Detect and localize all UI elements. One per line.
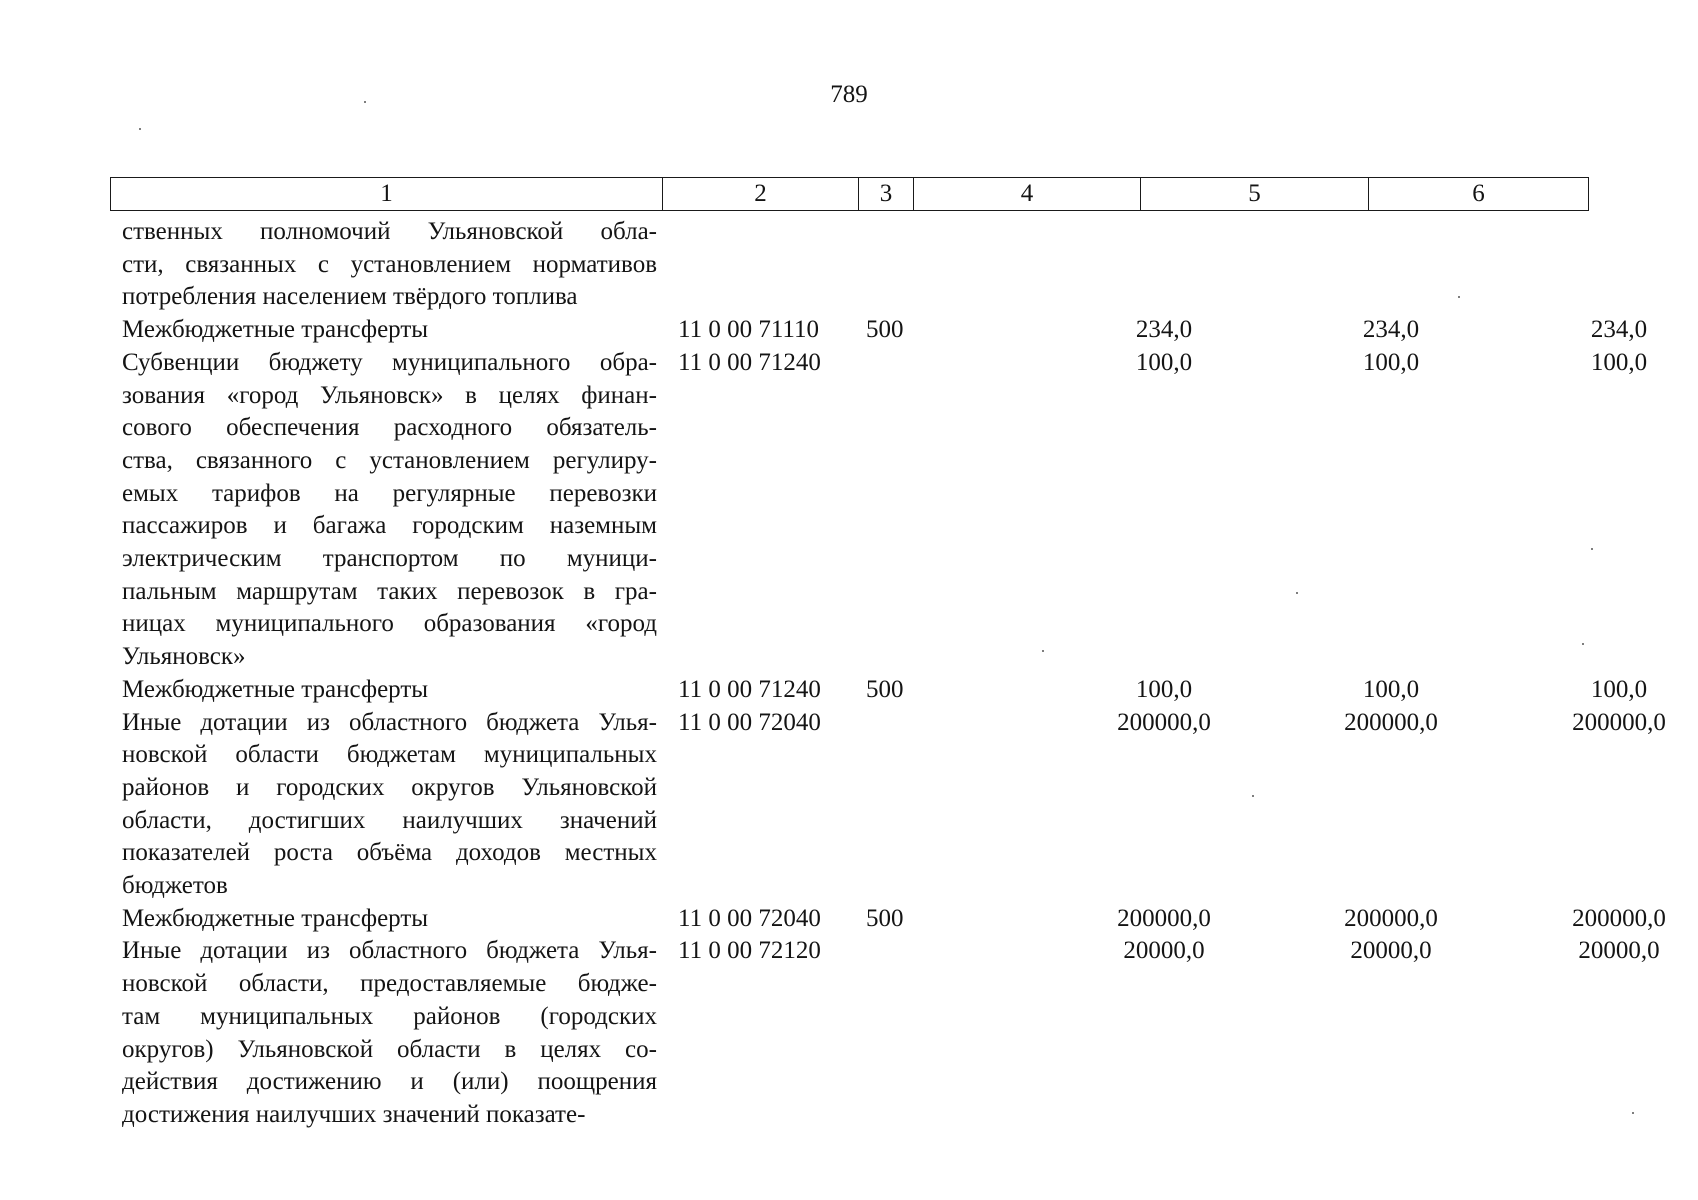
row-description-line: достижения наилучших значений показате- xyxy=(122,1100,586,1128)
amount-col-4: 200000,0 xyxy=(1117,904,1211,932)
amount-col-4: 20000,0 xyxy=(1123,937,1205,965)
amount-col-6: 200000,0 xyxy=(1572,904,1666,932)
amount-col-5: 20000,0 xyxy=(1350,937,1432,965)
amount-col-4: 200000,0 xyxy=(1117,708,1211,736)
column-header-table xyxy=(110,177,1589,211)
row-description-line: области, достигших наилучших значений xyxy=(122,806,657,834)
target-article-code: 11 0 00 72040 xyxy=(678,708,821,736)
column-header-4: 4 xyxy=(914,178,1141,211)
amount-col-5: 200000,0 xyxy=(1344,904,1438,932)
row-description-line: зования «город Ульяновск» в целях финан- xyxy=(122,381,657,409)
row-description-line: новской области бюджетам муниципальных xyxy=(122,741,657,769)
row-description-line: пальным маршрутам таких перевозок в гра- xyxy=(122,577,657,605)
row-description-line: электрическим транспортом по муници- xyxy=(122,545,657,572)
column-header-5: 5 xyxy=(1141,178,1369,211)
row-description-line: показателей роста объёма доходов местных xyxy=(122,839,657,867)
amount-col-4: 234,0 xyxy=(1135,316,1193,344)
row-description-line: Ульяновск» xyxy=(122,643,246,671)
row-description-line: бюджетов xyxy=(122,872,228,899)
row-description-line: Иные дотации из областного бюджета Улья- xyxy=(122,708,657,736)
column-header-1: 1 xyxy=(111,178,663,211)
row-description-line: сти, связанных с установлением нормативов xyxy=(122,250,657,278)
row-description-line: новской области, предоставляемые бюдже- xyxy=(122,970,657,998)
target-article-code: 11 0 00 72040 xyxy=(678,904,821,932)
row-description-line: там муниципальных районов (городских xyxy=(122,1002,657,1030)
amount-col-4: 100,0 xyxy=(1135,348,1193,376)
amount-col-5: 100,0 xyxy=(1362,348,1420,376)
scan-speck xyxy=(1042,650,1044,652)
expense-type-code: 500 xyxy=(866,316,904,344)
scan-speck xyxy=(139,128,141,130)
row-description-line: сового обеспечения расходного обязатель- xyxy=(122,414,657,442)
column-header-2: 2 xyxy=(663,178,859,211)
scan-speck xyxy=(1252,795,1254,797)
amount-col-5: 234,0 xyxy=(1362,316,1420,344)
amount-col-6: 20000,0 xyxy=(1578,937,1660,965)
expense-type-code: 500 xyxy=(866,904,904,932)
page-number: 789 xyxy=(830,81,868,108)
scan-speck xyxy=(1591,548,1593,550)
amount-col-6: 100,0 xyxy=(1590,348,1648,376)
column-header-3: 3 xyxy=(859,178,914,211)
row-description-line: округов) Ульяновской области в целях со- xyxy=(122,1035,657,1063)
expense-type-code: 500 xyxy=(866,675,904,703)
row-description-line: ницах муниципального образования «город xyxy=(122,610,657,638)
row-description-line: ства, связанного с установлением регулиру- xyxy=(122,446,657,474)
row-description-line: действия достижению и (или) поощрения xyxy=(122,1068,657,1096)
amount-col-5: 200000,0 xyxy=(1344,708,1438,736)
column-header-6: 6 xyxy=(1369,178,1589,211)
target-article-code: 11 0 00 72120 xyxy=(678,937,821,965)
amount-col-4: 100,0 xyxy=(1135,675,1193,703)
amount-col-5: 100,0 xyxy=(1362,675,1420,703)
scan-speck xyxy=(1582,643,1584,645)
row-description-line: Межбюджетные трансферты xyxy=(122,904,429,932)
target-article-code: 11 0 00 71240 xyxy=(678,348,821,376)
row-description-line: пассажиров и багажа городским наземным xyxy=(122,512,657,540)
scan-speck xyxy=(1296,592,1298,594)
row-description-line: потребления населением твёрдого топлива xyxy=(122,283,578,311)
amount-col-6: 100,0 xyxy=(1590,675,1648,703)
scan-speck xyxy=(1632,1112,1634,1114)
row-description-line: емых тарифов на регулярные перевозки xyxy=(122,479,657,507)
row-description-line: Иные дотации из областного бюджета Улья- xyxy=(122,937,657,965)
scan-speck xyxy=(364,101,366,103)
row-description-line: районов и городских округов Ульяновской xyxy=(122,773,657,801)
row-description-line: Межбюджетные трансферты xyxy=(122,675,429,703)
target-article-code: 11 0 00 71110 xyxy=(678,316,819,344)
amount-col-6: 200000,0 xyxy=(1572,708,1666,736)
amount-col-6: 234,0 xyxy=(1590,316,1648,344)
target-article-code: 11 0 00 71240 xyxy=(678,675,821,703)
row-description-line: Межбюджетные трансферты xyxy=(122,316,429,344)
scan-speck xyxy=(1458,296,1460,298)
row-description-line: ственных полномочий Ульяновской обла- xyxy=(122,218,657,245)
row-description-line: Субвенции бюджету муниципального обра- xyxy=(122,348,657,376)
column-header-row xyxy=(111,178,1589,211)
